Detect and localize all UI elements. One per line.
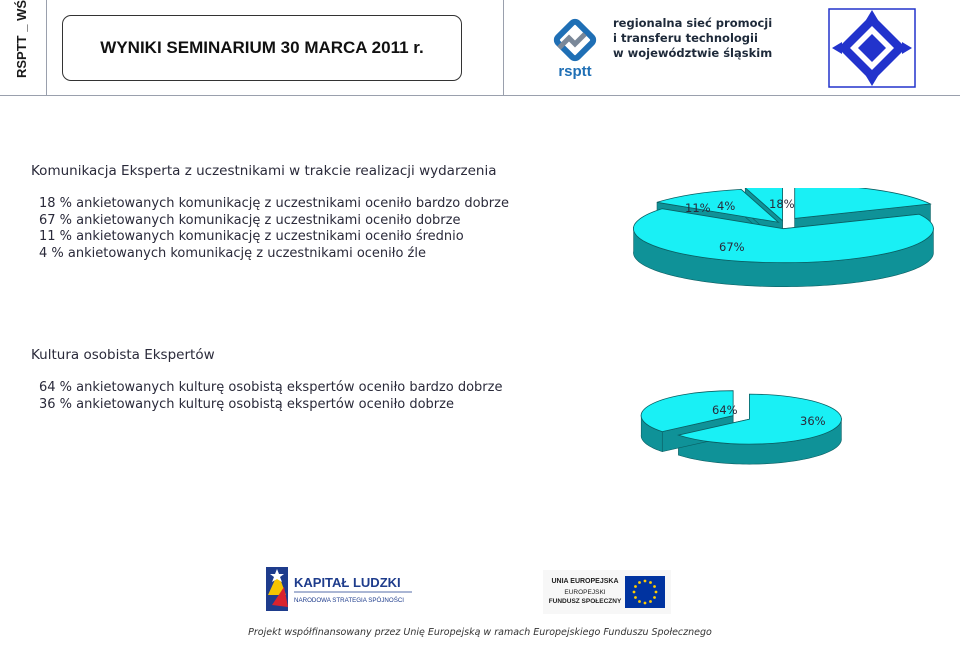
divider (503, 0, 504, 96)
kapital-ludzki-logo (262, 565, 422, 613)
eu-star (649, 581, 652, 584)
result-line: 11 % ankietowanych komunikację z uczestnikami oceniło średnio (39, 229, 464, 244)
eu-star (633, 591, 636, 594)
logo-text-line: w województwie śląskim (613, 46, 773, 60)
footer-note: Projekt współfinansowany przez Unię Europejską w ramach Europejskiego Funduszu Społecznego (248, 627, 712, 638)
eu-logo (543, 570, 671, 614)
pie-data-label: 67% (719, 240, 745, 254)
eu-star (655, 591, 658, 594)
result-line: 67 % ankietowanych komunikację z uczestnikami oceniło dobrze (39, 212, 461, 228)
pie-data-label: 18% (769, 197, 795, 211)
pie-chart-culture (640, 388, 858, 472)
eu-line: UNIA EUROPEJSKA (551, 578, 619, 585)
divider (46, 0, 47, 96)
eu-line: FUNDUSZ SPOŁECZNY (548, 598, 622, 605)
logo-text (613, 16, 772, 61)
kapital-subtitle: NARODOWA STRATEGIA SPÓJNOŚCI (294, 597, 405, 604)
pie-data-label: 64% (712, 403, 738, 417)
eu-star (634, 596, 637, 599)
eu-star (634, 585, 637, 588)
pie-data-label: 11% (685, 201, 711, 215)
eu-star (653, 585, 656, 588)
result-line: 64 % ankietowanych kulturę osobistą ekspertów oceniło bardzo dobrze (39, 380, 503, 395)
result-line: 4 % ankietowanych komunikację z uczestnikami oceniło źle (39, 245, 426, 261)
logo-text-line: i transferu technologii (613, 31, 758, 45)
pie-data-label: 4% (717, 199, 736, 213)
page-title: WYNIKI SEMINARIUM 30 MARCA 2011 r. (100, 38, 424, 57)
rsptt-logo (545, 18, 605, 80)
pie-data-label: 36% (800, 414, 826, 428)
result-line: 18 % ankietowanych komunikację z uczestnikami oceniło bardzo dobrze (39, 196, 509, 211)
pie-chart-communication (612, 188, 957, 296)
divider (0, 95, 960, 96)
eu-star (638, 600, 641, 603)
section-title: Kultura osobista Ekspertów (31, 347, 215, 363)
results-list (39, 196, 509, 262)
result-line: 36 % ankietowanych kulturę osobistą ekspertów oceniło dobrze (39, 396, 454, 412)
section-title: Komunikacja Eksperta z uczestnikami w trakcie realizacji wydarzenia (31, 163, 497, 179)
eu-star (644, 580, 647, 583)
side-label: RSPTT _ WŚ (14, 0, 29, 78)
logo-text-line: regionalna sieć promocji (613, 16, 773, 30)
eu-star (638, 581, 641, 584)
eu-star (649, 600, 652, 603)
diamond-arrows-logo (828, 8, 916, 88)
results-list (39, 380, 502, 413)
rsptt-wordmark: rsptt (558, 63, 592, 80)
eu-star (653, 596, 656, 599)
kapital-title: KAPITAŁ LUDZKI (294, 575, 401, 590)
title-box (62, 15, 462, 81)
eu-star (644, 602, 647, 605)
header (0, 0, 960, 96)
eu-line: EUROPEJSKI (564, 589, 606, 596)
